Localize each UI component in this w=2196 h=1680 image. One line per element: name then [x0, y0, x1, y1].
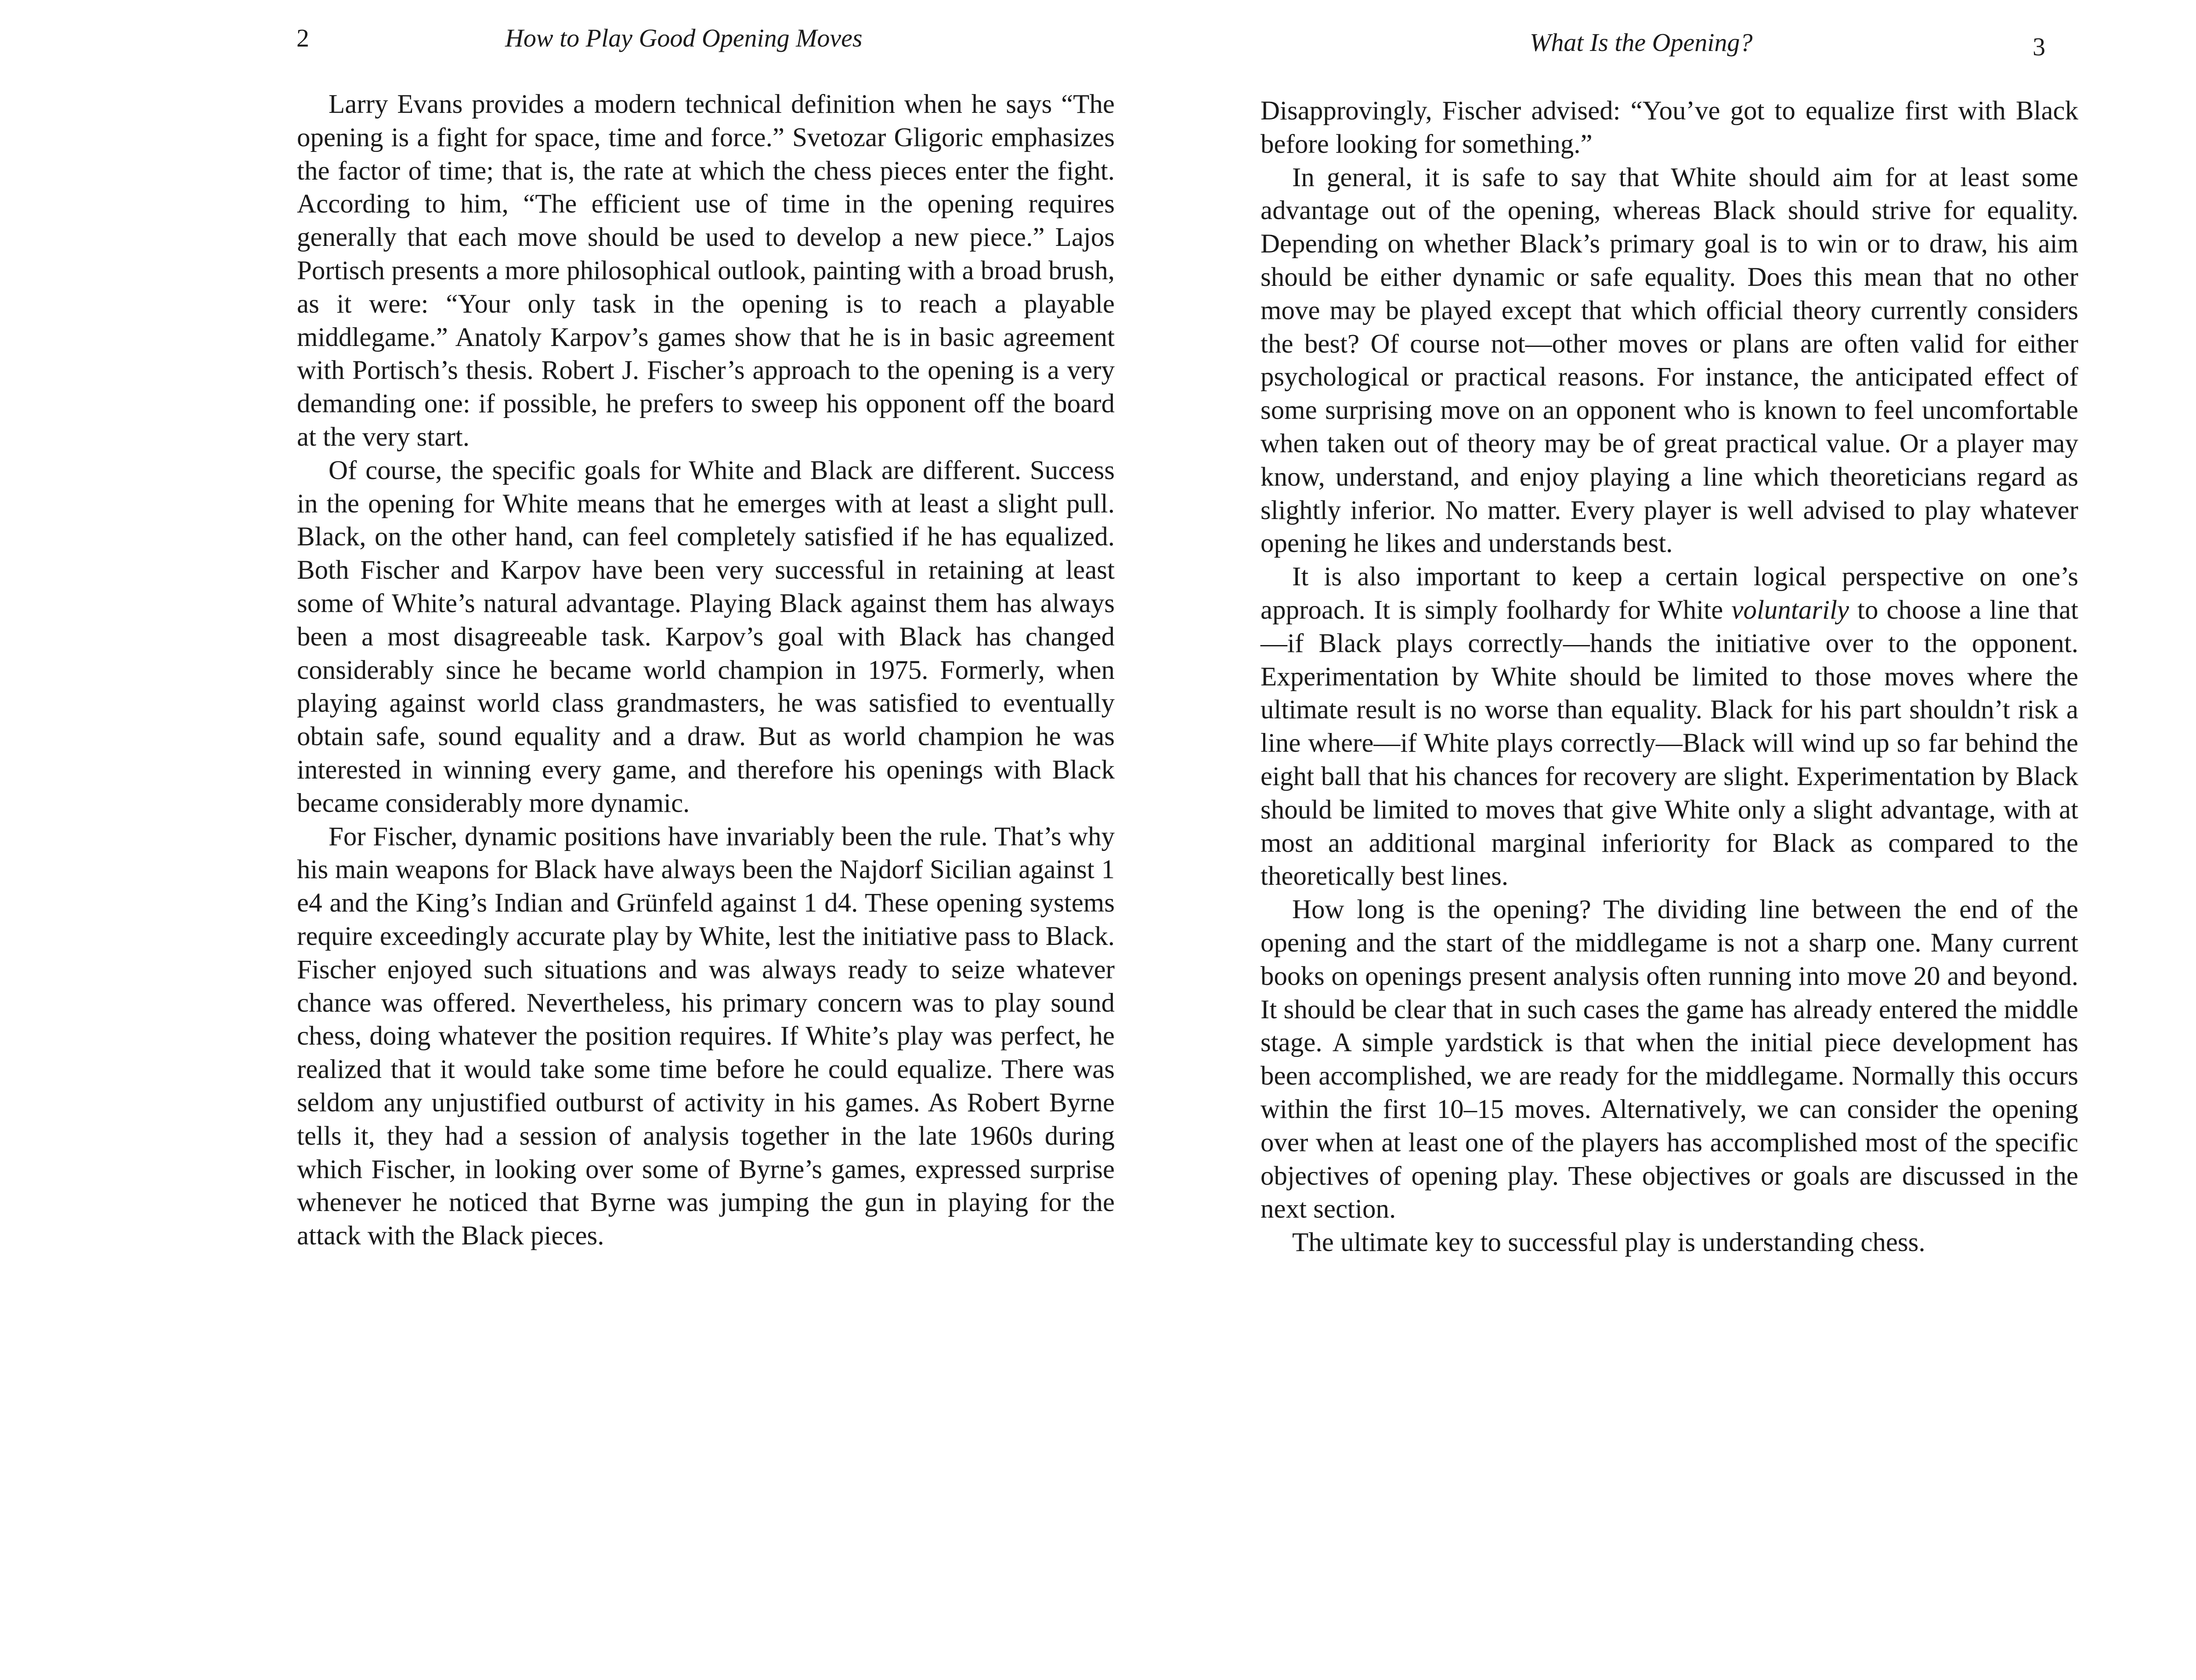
left-running-title: How to Play Good Opening Moves: [505, 24, 863, 52]
paragraph: In general, it is safe to say that White should aim for at least some advantage out of the opening, whereas Black should strive for equality. Depending on whether Black’s primary goal is to win or to draw, his aim should be either dynamic or safe equality. Does this mean that no other move may be played except that which official theory currently considers the best? Of course not—other moves or plans are often valid for either psychological or practical reasons. For instance, the anticipated effect of some surprising move on an opponent who is known to feel uncomfortable when taken out of theory may be of great practical value. Or a player may know, understand, and enjoy playing a line which theoreticians regard as slightly inferior. No matter. Every player is well advised to play whatever opening he likes and understands best.: [1261, 162, 2078, 559]
continuation-paragraph: Disapprovingly, Fischer advised: “You’ve got to equalize first with Black before looking for something.”: [1261, 96, 2078, 159]
right-running-title: What Is the Opening?: [1530, 28, 1753, 57]
left-body-text: [297, 88, 1115, 1253]
paragraph: How long is the opening? The dividing line between the end of the opening and the start of the middlegame is not a sharp one. Many current books on openings present analysis often running into move 20 and beyond. It should be clear that in such cases the game has already entered the middle stage. A simple yardstick is that when the initial piece development has been accomplished, we are ready for the middlegame. Normally this occurs within the first 10–15 moves. Alternatively, we can consider the opening over when at least one of the players has accomplished most of the specific objectives of opening play. These objectives or goals are discussed in the next section.: [1261, 895, 2078, 1224]
paragraph: For Fischer, dynamic positions have invariably been the rule. That’s why his main weapons for Black have always been the Najdorf Sicilian against 1 e4 and the King’s Indian and Grünfeld against 1 d4. These opening systems require exceedingly accurate play by White, lest the initiative pass to Black. Fischer enjoyed such situations and was always ready to seize whatever chance was offered. Nevertheless, his primary concern was to play sound chess, doing whatever the position requires. If White’s play was perfect, he realized that it would take some time before he could equalize. There was seldom any unjustified outburst of activity in his games. As Robert Byrne tells it, they had a session of analysis together in the late 1960s during which Fischer, in looking over some of Byrne’s games, expressed surprise whenever he noticed that Byrne was jumping the gun in playing for the attack with the Black pieces.: [297, 822, 1115, 1251]
paragraph: The ultimate key to successful play is understanding chess.: [1292, 1228, 1925, 1258]
left-page-number: 2: [296, 24, 309, 52]
paragraph: Of course, the specific goals for White and Black are different. Success in the opening for White means that he emerges with at least a slight pull. Black, on the other hand, can feel completely satisfied if he has equalized. Both Fischer and Karpov have been very successful in retaining at least some of White’s natural advantage. Playing Black against them has always been a most disagreeable task. Karpov’s goal with Black has changed considerably since he became world champion in 1975. Formerly, when playing against world class grandmasters, he was satisfied to eventually obtain safe, sound equality and a draw. But as world champion he was interested in winning every game, and therefore his openings with Black became considerably more dynamic.: [297, 455, 1115, 818]
right-page-number: 3: [2033, 32, 2045, 61]
right-body-text: [1261, 94, 2078, 1259]
text-run: It is also important to keep a certain logical perspective on one’s approach. It is simply foolhardy for White: [1261, 562, 2078, 625]
paragraph: Larry Evans provides a modern technical definition when he says “The opening is a fight for space, time and force.” Svetozar Gligoric emphasizes the factor of time; that is, the rate at which the chess pieces enter the fight. According to him, “The efficient use of time in the opening requires generally that each move should be used to develop a new piece.” Lajos Portisch presents a more philosophical outlook, painting with a broad brush, as it were: “Your only task in the opening is to reach a playable middlegame.” Anatoly Karpov’s games show that he is in basic agreement with Portisch’s thesis. Robert J. Fischer’s approach to the opening is a very demanding one: if possible, he prefers to sweep his opponent off the board at the very start.: [297, 90, 1115, 452]
text-run: to choose a line that—if Black plays correctly—hands the initiative over to the opponent. Experimentation by White should be limited to those moves where the ultimate result is no worse than equality. Black for his part shouldn’t risk a line where—if White plays correctly—Black will wind up so far behind the eight ball that his chances for recovery are slight. Experimentation by Black should be limited to moves that give White only a slight advantage, with at most an additional marginal inferiority for Black as compared to the theoretically best lines.: [1261, 595, 2078, 891]
paragraph: [1261, 560, 2078, 893]
emphasis: voluntarily: [1731, 595, 1849, 625]
right-page: [1154, 0, 2196, 1680]
